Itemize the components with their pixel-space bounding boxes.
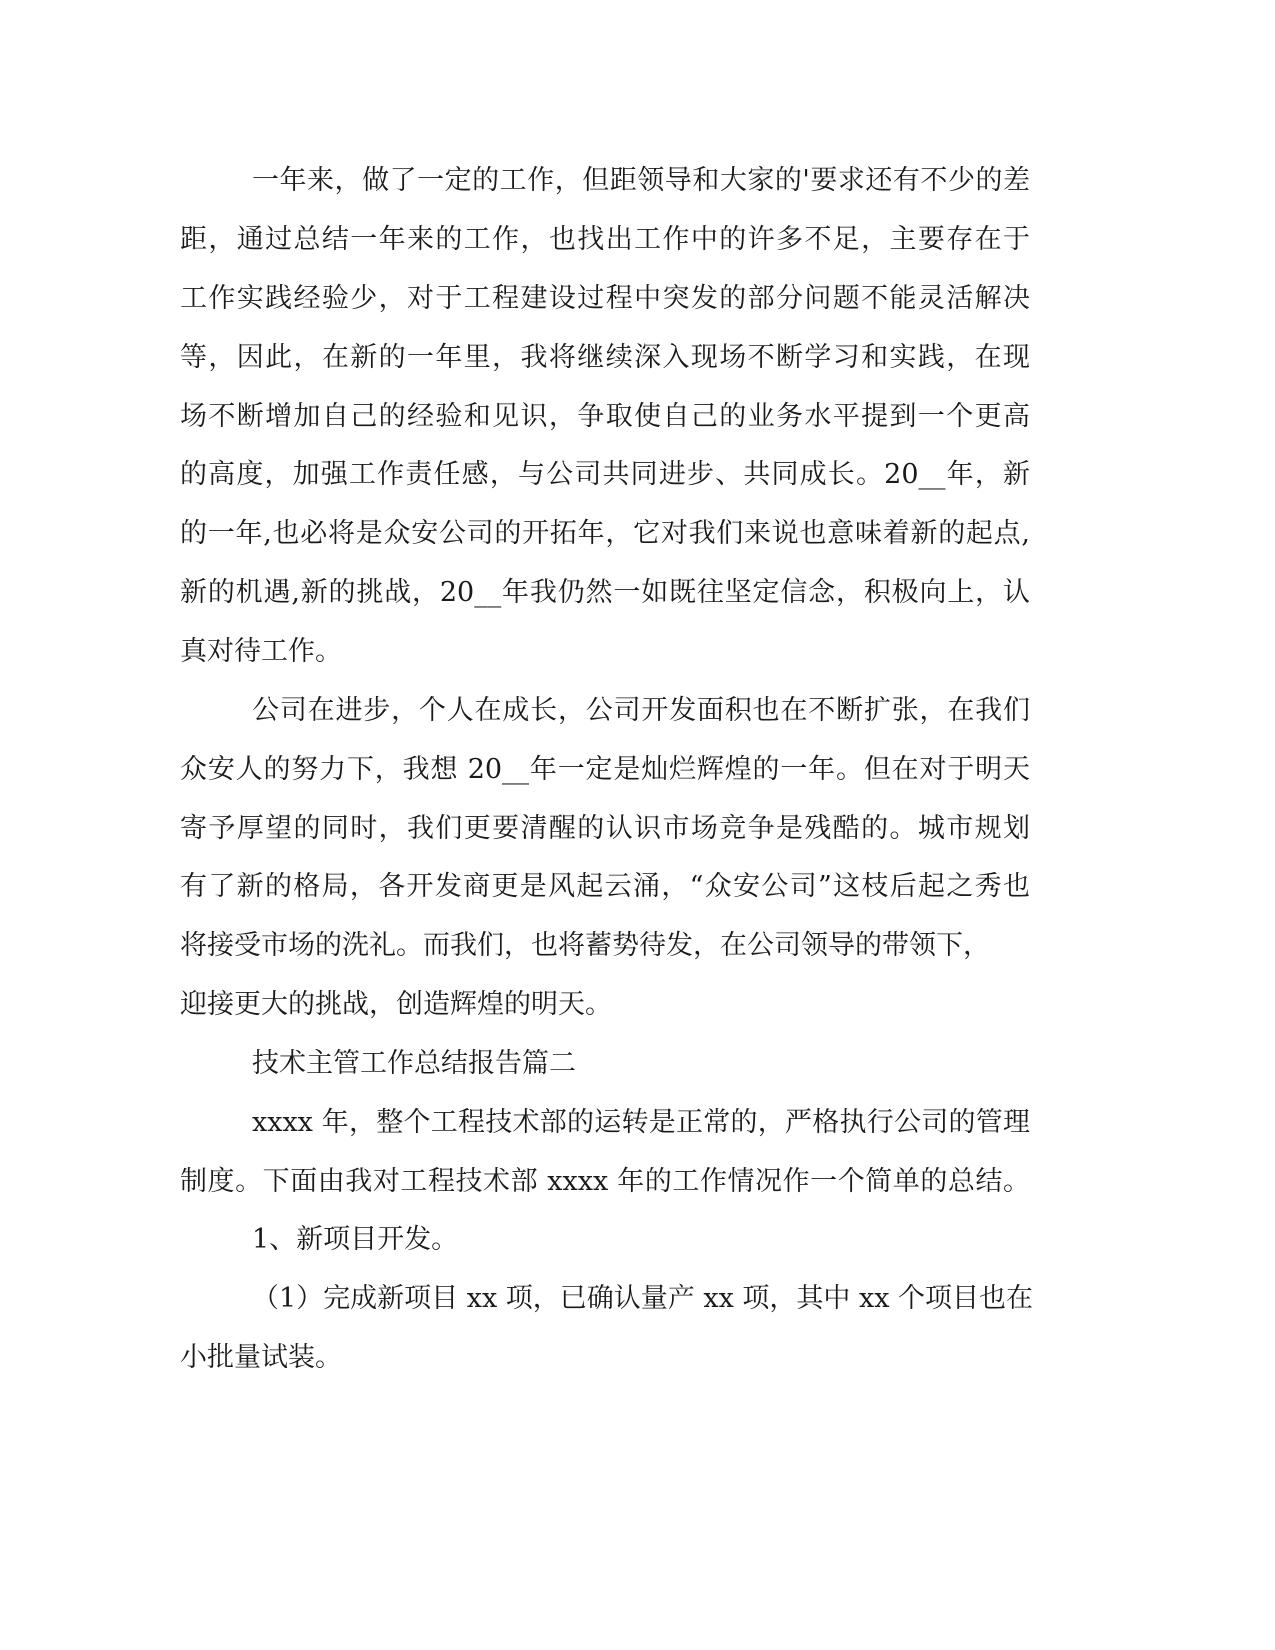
paragraph-2-line-1: 公司在进步，个人在成长，公司开发面积也在不断扩张，在我们 — [252, 695, 1030, 726]
section-heading: 技术主管工作总结报告篇二 — [252, 1048, 576, 1079]
paragraph-3-line-2: 制度。下面由我对工程技术部 xxxx 年的工作情况作一个简单的总结。 — [180, 1166, 1030, 1197]
paragraph-2-line-2: 众安人的努力下，我想 20__年一定是灿烂辉煌的一年。但在对于明天 — [180, 754, 1030, 785]
paragraph-1-line-2: 距，通过总结一年来的工作，也找出工作中的许多不足，主要存在于 — [180, 224, 1030, 255]
paragraph-1-line-6: 的高度，加强工作责任感，与公司共同进步、共同成长。20__年，新 — [180, 459, 1030, 490]
paragraph-1-line-5: 场不断增加自己的经验和见识，争取使自己的业务水平提到一个更高 — [180, 401, 1030, 432]
paragraph-1-line-3: 工作实践经验少，对于工程建设过程中突发的部分问题不能灵活解决 — [180, 283, 1030, 314]
sub-item-1-line-2: 小批量试装。 — [180, 1342, 342, 1373]
paragraph-2-line-6: 迎接更大的挑战，创造辉煌的明天。 — [180, 989, 612, 1020]
paragraph-2-line-4: 有了新的格局，各开发商更是风起云涌，“众安公司”这枝后起之秀也 — [180, 871, 1030, 902]
paragraph-1-line-1: 一年来，做了一定的工作，但距领导和大家的'要求还有不少的差 — [252, 165, 1030, 196]
paragraph-3-line-1: xxxx 年，整个工程技术部的运转是正常的，严格执行公司的管理 — [252, 1107, 1030, 1138]
sub-item-1-line-1: （1）完成新项目 xx 项，已确认量产 xx 项，其中 xx 个项目也在 — [252, 1283, 1034, 1314]
paragraph-2-line-5: 将接受市场的洗礼。而我们，也将蓄势待发，在公司领导的带领下， — [180, 930, 990, 961]
list-item-1: 1、新项目开发。 — [252, 1224, 459, 1255]
paragraph-1-line-9: 真对待工作。 — [180, 636, 342, 667]
paragraph-1-line-7: 的一年,也必将是众安公司的开拓年，它对我们来说也意味着新的起点, — [180, 518, 1030, 549]
paragraph-1-line-4: 等，因此，在新的一年里，我将继续深入现场不断学习和实践，在现 — [180, 342, 1030, 373]
paragraph-2-line-3: 寄予厚望的同时，我们更要清醒的认识市场竞争是残酷的。城市规划 — [180, 813, 1030, 844]
paragraph-1-line-8: 新的机遇,新的挑战，20__年我仍然一如既往坚定信念，积极向上，认 — [180, 577, 1030, 608]
